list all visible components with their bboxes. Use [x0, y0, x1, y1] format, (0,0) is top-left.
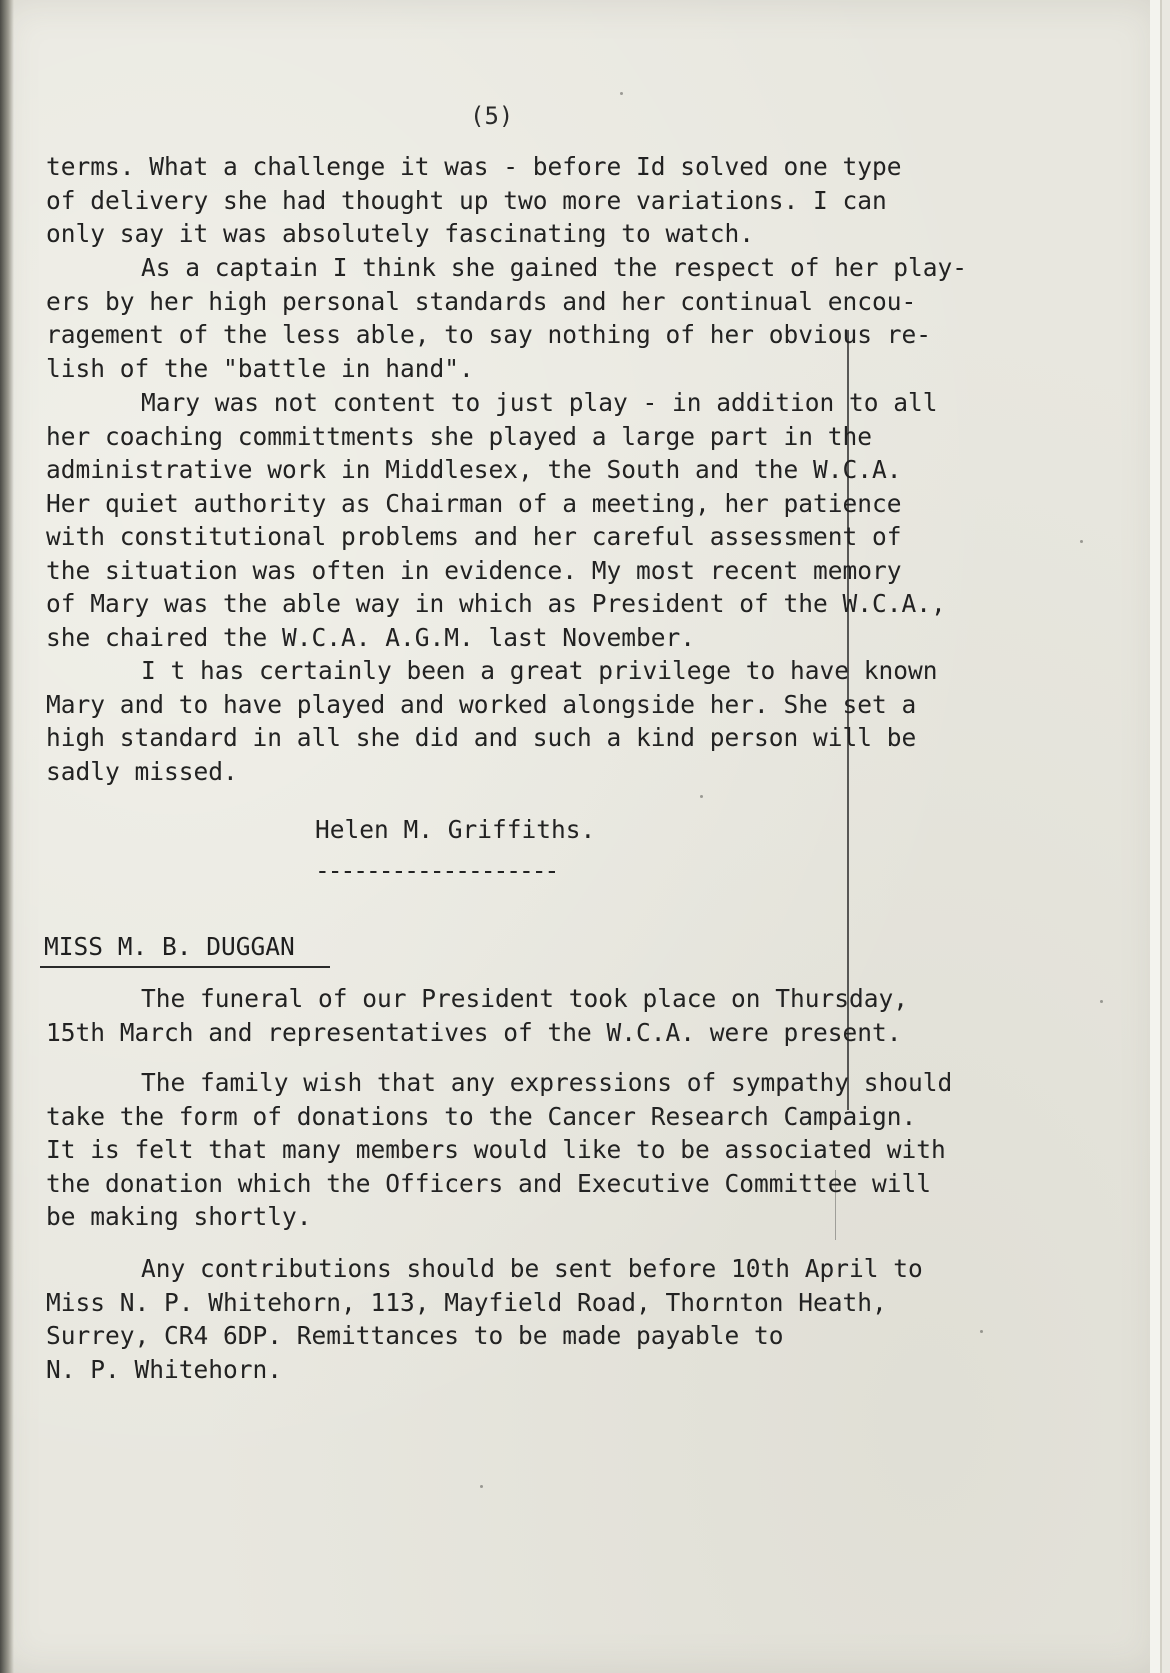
signature: Helen M. Griffiths. — [315, 815, 596, 844]
text-line: take the form of donations to the Cancer Research Campaign. — [46, 1101, 917, 1131]
text-line: of delivery she had thought up two more variations. I can — [46, 185, 887, 215]
text-line: ragement of the less able, to say nothing of her obvious re- — [46, 320, 932, 349]
text-line: administrative work in Middlesex, the South and the W.C.A. — [46, 455, 902, 484]
text-line: terms. What a challenge it was - before Id solved one type — [46, 152, 902, 181]
text-line: Mary and to have played and worked alongside her. She set a — [46, 689, 917, 719]
paper-speck — [620, 92, 623, 95]
paragraph-1 — [46, 150, 1076, 251]
section-paragraph-2 — [46, 1066, 1076, 1234]
paper-speck — [480, 1485, 483, 1488]
paper-speck — [1100, 1000, 1103, 1003]
text-line: I t has certainly been a great privilege to have known — [141, 656, 938, 685]
text-line: The funeral of our President took place on Thursday, — [141, 984, 909, 1013]
text-line: her coaching committments she played a large part in the — [46, 421, 873, 451]
text-line: As a captain I think she gained the respect of her play- — [141, 253, 968, 282]
section-paragraph-3 — [46, 1252, 1076, 1386]
text-line: Surrey, CR4 6DP. Remittances to be made payable to — [46, 1321, 784, 1350]
text-line: Miss N. P. Whitehorn, 113, Mayfield Road, Thornton Heath, — [46, 1287, 887, 1317]
paper-speck — [1080, 540, 1083, 543]
paragraph-2 — [46, 251, 1076, 385]
text-line: 15th March and representatives of the W.C.A. were present. — [46, 1017, 902, 1047]
text-line: Any contributions should be sent before 10th April to — [141, 1254, 923, 1283]
section-paragraph-1 — [46, 982, 1076, 1049]
paper-speck — [700, 795, 703, 798]
text-line: sadly missed. — [46, 756, 238, 786]
section-heading: MISS M. B. DUGGAN — [44, 932, 295, 961]
text-line: the situation was often in evidence. My most recent memory — [46, 555, 902, 585]
heading-underline — [40, 966, 330, 968]
text-line: Her quiet authority as Chairman of a meeting, her patience — [46, 488, 902, 518]
text-line: ers by her high personal standards and her continual encou- — [46, 286, 917, 316]
text-line: Mary was not content to just play - in addition to all — [141, 388, 938, 417]
paragraph-3 — [46, 386, 1076, 654]
text-line: N. P. Whitehorn. — [46, 1354, 283, 1384]
text-line: It is felt that many members would like to be associated with — [46, 1135, 946, 1164]
text-line: The family wish that any expressions of sympathy should — [141, 1068, 953, 1097]
text-line: the donation which the Officers and Executive Committee will — [46, 1168, 932, 1198]
paper-speck — [980, 1330, 983, 1333]
text-line: she chaired the W.C.A. A.G.M. last November. — [46, 622, 696, 652]
text-line: lish of the "battle in hand". — [46, 353, 474, 383]
section-separator: ------------------- — [315, 856, 558, 885]
text-line: with constitutional problems and her careful assessment of — [46, 522, 902, 551]
paragraph-4 — [46, 654, 1076, 788]
page-left-edge-shadow — [0, 0, 14, 1673]
text-line: be making shortly. — [46, 1202, 312, 1231]
text-line: only say it was absolutely fascinating to watch. — [46, 219, 755, 248]
page-right-margin — [1150, 0, 1160, 1673]
text-line: high standard in all she did and such a kind person will be — [46, 723, 917, 752]
page-number: (5) — [470, 102, 514, 130]
text-line: of Mary was the able way in which as President of the W.C.A., — [46, 589, 946, 618]
